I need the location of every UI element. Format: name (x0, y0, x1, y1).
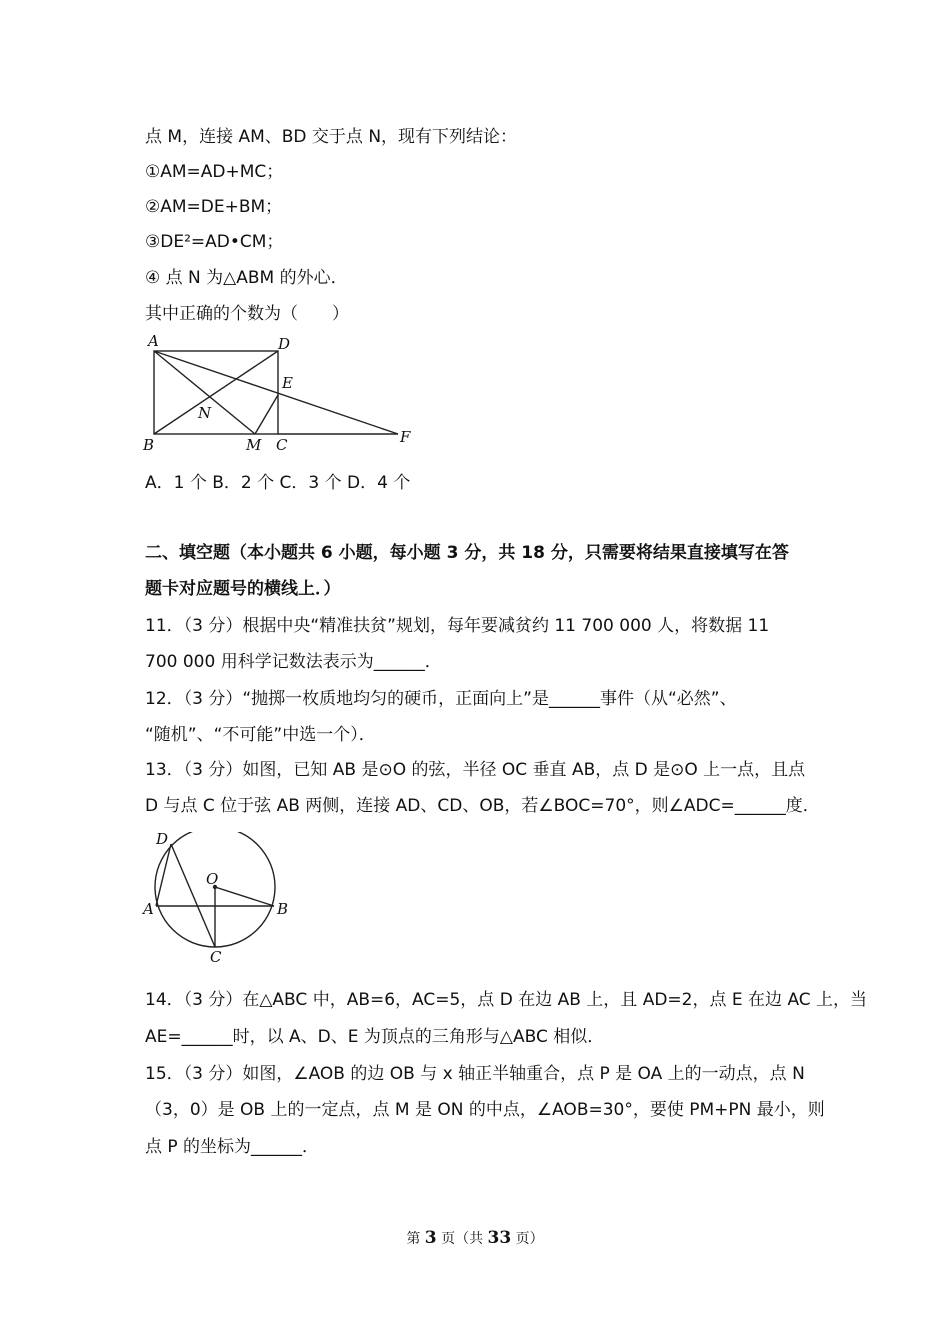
label-c: C (276, 436, 288, 454)
label-b: B (143, 436, 155, 454)
label-c: C (210, 948, 222, 966)
q11-line-2: 700 000 用科学记数法表示为______． (145, 652, 442, 672)
q10-prompt: 其中正确的个数为（ ） (145, 304, 349, 324)
footer-suffix: 页） (511, 1231, 544, 1247)
total-page-count: 33 (487, 1228, 512, 1248)
q14-line-2: AE=______时，以 A、D、E 为顶点的三角形与△ABC 相似． (145, 1027, 605, 1047)
label-f: F (400, 428, 411, 446)
q13-line-1: 13．（3 分）如图，已知 AB 是⊙O 的弦，半径 OC 垂直 AB，点 D 是⊙O 上一点，且点 (145, 760, 806, 780)
label-d: D (278, 335, 291, 353)
label-m: M (246, 436, 262, 454)
q10-figure (140, 332, 430, 457)
current-page-number: 3 (424, 1228, 437, 1248)
segment-ad (156, 844, 171, 906)
q13-line-2: D 与点 C 位于弦 AB 两侧，连接 AD、CD、OB，若∠BOC=70°，则∠ADC=______度． (145, 796, 820, 816)
q15-line-1: 15．（3 分）如图，∠AOB 的边 OB 与 x 轴正半轴重合，点 P 是 OA 上的一动点，点 N (145, 1064, 805, 1084)
q10-conclusion-2: ②AM=DE+BM； (145, 197, 283, 217)
section-heading-line-1: 二、填空题（本小题共 6 小题，每小题 3 分，共 18 分，只需要将结果直接填写在答 (145, 543, 789, 563)
label-n: N (198, 404, 212, 422)
q13-figure (140, 832, 300, 972)
q11-line-1: 11．（3 分）根据中央“精准扶贫”规划，每年要减贫约 11 700 000 人，将数据 11 (145, 616, 770, 636)
label-a: A (148, 332, 159, 350)
q12-line-1: 12．（3 分）“抛掷一枚质地均匀的硬币，正面向上”是______事件（从“必然”、 (145, 689, 737, 709)
q10-conclusion-4: ④ 点 N 为△ABM 的外心． (145, 268, 348, 288)
page-footer (0, 1228, 950, 1248)
segment-dc (171, 844, 215, 947)
q10-line-1: 点 M，连接 AM、BD 交于点 N，现有下列结论： (145, 127, 518, 147)
q10-options: A．1 个 B．2 个 C．3 个 D．4 个 (145, 473, 411, 493)
segment-bd (154, 351, 278, 434)
segment-me (255, 395, 278, 434)
label-d: D (156, 832, 169, 848)
q12-line-2: “随机”、“不可能”中选一个）． (145, 725, 376, 745)
segment-ob (215, 887, 274, 906)
footer-prefix: 第 (406, 1231, 425, 1247)
label-a: A (143, 900, 154, 918)
section-heading-line-2: 题卡对应题号的横线上．） (145, 579, 341, 599)
q10-conclusion-3: ③DE²=AD•CM； (145, 232, 284, 252)
segment-af (154, 351, 398, 434)
footer-middle: 页（共 (436, 1231, 488, 1247)
label-b: B (277, 900, 289, 918)
q10-conclusion-1: ①AM=AD+MC； (145, 162, 284, 182)
q14-line-1: 14．（3 分）在△ABC 中，AB=6，AC=5，点 D 在边 AB 上，且 AD=2，点 E 在边 AC 上，当 (145, 990, 868, 1010)
q15-line-3: 点 P 的坐标为______． (145, 1137, 320, 1157)
q15-line-2: （3，0）是 OB 上的一定点，点 M 是 ON 的中点，∠AOB=30°，要使 PM+PN 最小，则 (145, 1100, 825, 1120)
label-e: E (282, 374, 293, 392)
label-o: O (206, 870, 219, 888)
